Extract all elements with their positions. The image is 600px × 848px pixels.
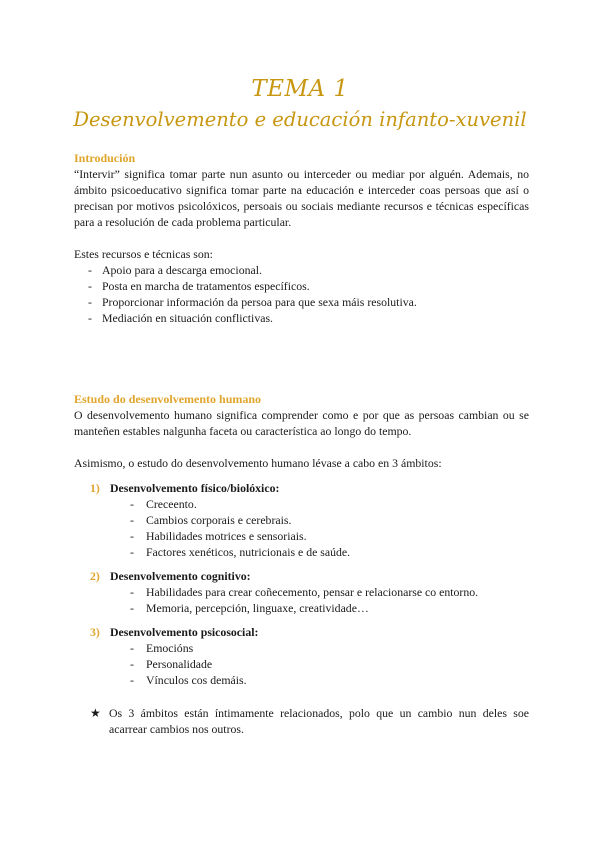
area-3-number: 3)	[90, 625, 100, 639]
dash-bullet: -	[88, 295, 92, 309]
study-areas-lead: Asimismo, o estudo do desenvolvemento humano lévase a cabo en 3 ámbitos:	[74, 456, 442, 470]
area-3-list	[74, 640, 529, 688]
area-1-number: 1)	[90, 481, 100, 495]
area-2-list	[74, 584, 529, 616]
area-1-list	[74, 496, 529, 560]
dash-bullet: -	[130, 673, 134, 687]
dash-bullet: -	[130, 529, 134, 543]
dash-bullet: -	[130, 497, 134, 511]
document-body	[74, 150, 529, 737]
dash-bullet: -	[130, 657, 134, 671]
study-paragraph: O desenvolvemento humano significa comprender como e por que as persoas cambian ou se manteñen estables nalgunha faceta ou característica ao longo do tempo.	[74, 408, 529, 438]
dash-bullet: -	[130, 545, 134, 559]
intro-paragraph: “Intervir” significa tomar parte nun asunto ou interceder ou mediar por alguén. Ademais, no ámbito psicoeducativo significa tomar parte na educación e interceder coas persoas que así o precisan por motivos psicolóxicos, persoais ou sociais mediante recursos e técnicas específicas para a resolución de cada problema particular.	[74, 167, 529, 229]
note-paragraph: ★ Os 3 ámbitos están íntimamente relacionados, polo que un cambio nun deles soe acarrear cambios nos outros.	[90, 706, 529, 736]
area-3-title: 3) Desenvolvemento psicosocial:	[90, 625, 259, 639]
dash-bullet: -	[130, 641, 134, 655]
dash-bullet: -	[88, 263, 92, 277]
list-item: - Emocións	[130, 641, 194, 655]
list-item: - Habilidades motrices e sensoriais.	[130, 529, 307, 543]
document-title: TEMA 1	[251, 76, 349, 102]
intro-heading: Introdución	[74, 151, 136, 165]
list-item: - Cambios corporais e cerebrais.	[130, 513, 292, 527]
dash-bullet: -	[88, 311, 92, 325]
dash-bullet: -	[130, 585, 134, 599]
list-item: - Mediación en situación conflictivas.	[88, 311, 274, 325]
list-item: - Memoria, percepción, linguaxe, creatividade…	[130, 601, 369, 615]
list-item: - Posta en marcha de tratamentos específicos.	[88, 279, 310, 293]
dash-bullet: -	[130, 601, 134, 615]
list-item: - Proporcionar información da persoa para que sexa máis resolutiva.	[88, 295, 417, 309]
area-2-number: 2)	[90, 569, 100, 583]
list-item: - Personalidade	[130, 657, 213, 671]
dash-bullet: -	[88, 279, 92, 293]
intro-list-lead: Estes recursos e técnicas son:	[74, 247, 213, 261]
list-item: - Apoio para a descarga emocional.	[88, 263, 262, 277]
list-item: - Factores xenéticos, nutricionais e de saúde.	[130, 545, 351, 559]
intro-list	[74, 262, 529, 326]
area-2-title: 2) Desenvolvemento cognitivo:	[90, 569, 251, 583]
list-item: - Vínculos cos demáis.	[130, 673, 247, 687]
dash-bullet: -	[130, 513, 134, 527]
study-heading: Estudo do desenvolvemento humano	[74, 392, 262, 406]
area-1-title: 1) Desenvolvemento físico/biolóxico:	[90, 481, 280, 495]
document-subtitle: Desenvolvemento e educación infanto-xuvenil	[73, 108, 527, 131]
list-item: - Habilidades para crear coñecemento, pensar e relacionarse co entorno.	[130, 585, 479, 599]
star-icon: ★	[90, 706, 101, 720]
list-item: - Creceento.	[130, 497, 197, 511]
